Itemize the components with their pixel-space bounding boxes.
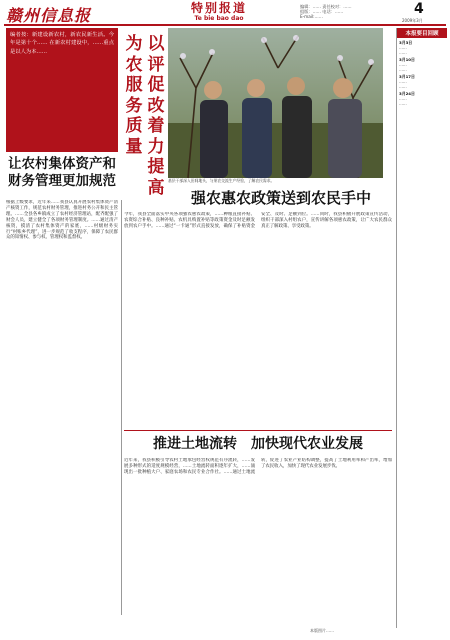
middle-article-title: 强农惠农政策送到农民手中 (190, 189, 371, 207)
newspaper-logo: 赣州信息报 (6, 6, 92, 25)
article-divider (124, 430, 392, 431)
index-item: …… (399, 67, 407, 72)
index-list (397, 40, 447, 106)
bottom-article-body: 近年来，我县积极引导农村土地承包经营权规范有序流转，……发展多种形式的适度规模经营，……土地流转面积逐年扩大，……涌现出一批种植大户、家庭农场和农民专业合作社。……通过土地流转，促进了农业产业结构调整，提高了土地利用率和产出率，增加了农民收入，加快了现代农业发展步伐。 (124, 458, 392, 475)
index-date: 3月10日 (399, 57, 415, 62)
issue-index (396, 28, 447, 628)
index-item: …… (399, 101, 407, 106)
page-footer: 本版图片…… (310, 628, 334, 633)
news-photo (168, 28, 383, 178)
index-date: 3月3日 (399, 40, 413, 45)
section-label (174, 2, 264, 23)
orchard-photo-illustration (168, 28, 383, 178)
index-item: …… (399, 45, 407, 50)
column-divider (121, 200, 122, 615)
middle-article-body: 今年，我县全面落实中央各项强农惠农政策，……种粮直接补贴、农资综合补贴、良种补贴、农机具购置补贴等政策资金及时足额发放到农户手中。……通过“一卡通”形式直接发放，确保了补贴资金安全、及时、足额到位。……同时，我县积极开展政策宣传活动，组织干部深入村组农户，宣传讲解各项惠农政策，让广大农民群众真正了解政策、享受政策。 (124, 212, 392, 229)
page-number: 4 (414, 1, 424, 17)
index-item: …… (399, 62, 407, 67)
index-item: …… (399, 79, 407, 84)
index-title: 本报要目回顾 (397, 28, 447, 38)
photo-caption: 基层干部深入田间地头，与果农交流生产经验，了解农民需求。 (168, 178, 275, 183)
left-article-title: 让农村集体资产和财务管理更加规范 (8, 156, 116, 189)
index-item: …… (399, 84, 407, 89)
edition-meta: 编辑：…… 责任校对：…… 组版：…… 电话：…… E-mail:…… (300, 4, 352, 19)
index-item: …… (399, 50, 407, 55)
issue-date: 2009年3月 (402, 18, 423, 23)
index-date: 3月24日 (399, 91, 415, 96)
editor-note: 编者按：新建设新农村，新农民新生活。今年是第十个…… 在新农村建设中，……重点是以人为本…… (6, 28, 118, 152)
section-title-en: Te bie bao dao (194, 15, 244, 22)
masthead (4, 2, 446, 26)
index-date: 3月17日 (399, 74, 415, 79)
left-article-body: 根据上级要求，近年来……我县认真开展农村集体资产清产核资工作，规范农村财务管理，推进村务公开和民主管理。……全县各乡镇成立了农村经济管理站，配齐配强了财会人员，建立健全了各项财务管理制度。……通过清产核资，摸清了农村集体资产的家底，……村级财务实行“村账乡代理”，进一步规范了收支程序，保障了农民群众的知情权、参与权、管理权和监督权。 (6, 200, 118, 241)
headline-line-2: 为农服务质量 (125, 34, 143, 157)
headline-line-1: 以评促改 着力提高 (147, 34, 165, 198)
section-title-cn: 特别报道 (190, 1, 247, 15)
bottom-article-title: 推进土地流转 加快现代农业发展 (153, 436, 363, 452)
index-item: …… (399, 96, 407, 101)
